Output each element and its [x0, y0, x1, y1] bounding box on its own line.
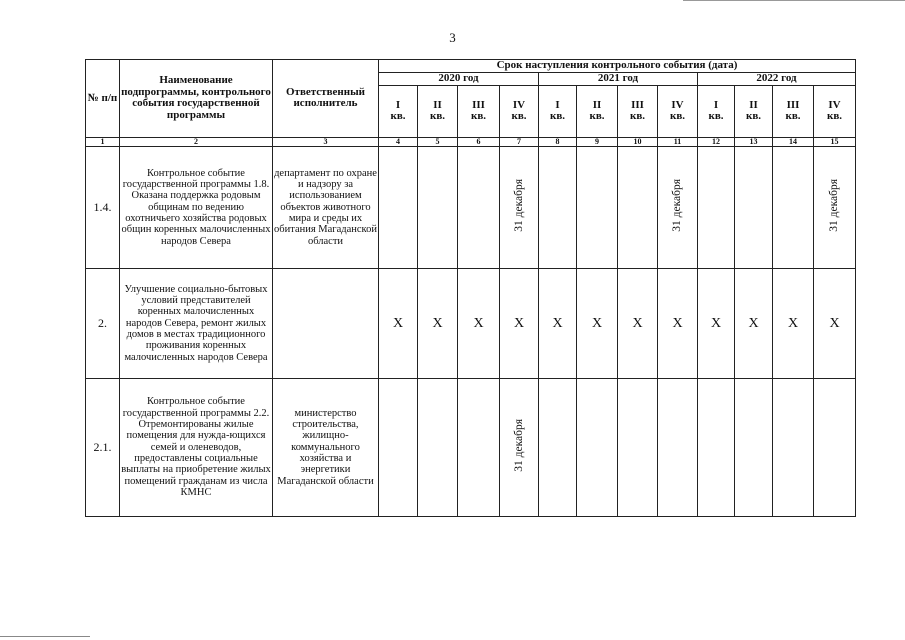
table-body — [86, 146, 856, 516]
event-name: Контрольное событие государственной программы 1.8. Оказана поддержка родовым общинам по ведению охотничьего хозяйства родовых общин коренных малочисленных народов Севера — [120, 146, 273, 268]
column-number: 13 — [735, 137, 773, 146]
table-row — [86, 146, 856, 268]
header-num: № п/п — [86, 60, 120, 138]
not-applicable-mark: Х — [539, 268, 577, 378]
column-number: 1 — [86, 137, 120, 146]
header-quarter: IV кв. — [814, 85, 856, 137]
not-applicable-mark: Х — [658, 268, 698, 378]
table-row — [86, 378, 856, 516]
column-number: 11 — [658, 137, 698, 146]
column-number: 15 — [814, 137, 856, 146]
quarter-cell — [379, 378, 418, 516]
page-number: 3 — [449, 30, 456, 45]
not-applicable-mark: Х — [577, 268, 618, 378]
control-events-table — [85, 59, 856, 517]
header-quarter: III кв. — [618, 85, 658, 137]
header-quarter: I кв. — [539, 85, 577, 137]
quarter-cell — [735, 146, 773, 268]
deadline-date: 31 декабря — [512, 179, 525, 233]
quarter-cell — [698, 378, 735, 516]
column-number: 2 — [120, 137, 273, 146]
header-quarter: IV кв. — [500, 85, 539, 137]
header-year-2020: 2020 год — [379, 72, 539, 85]
header-year-2021: 2021 год — [539, 72, 698, 85]
quarter-cell — [814, 146, 856, 268]
scan-edge-line — [0, 636, 90, 637]
quarter-cell — [618, 378, 658, 516]
quarter-cell — [539, 146, 577, 268]
not-applicable-mark: Х — [458, 268, 500, 378]
column-number: 3 — [273, 137, 379, 146]
header-quarter: II кв. — [577, 85, 618, 137]
quarter-cell — [577, 378, 618, 516]
deadline-date: 31 декабря — [512, 419, 525, 473]
event-name: Контрольное событие государственной программы 2.2. Отремонтированы жилые помещения для нужда-ющихся семей и оленеводов, предоставлены социальные выплаты на приобретение жилых помещений гражданам из числа КМНС — [120, 378, 273, 516]
row-number: 2. — [86, 268, 120, 378]
responsible-executor — [273, 268, 379, 378]
quarter-cell — [735, 378, 773, 516]
not-applicable-mark: Х — [735, 268, 773, 378]
column-number: 4 — [379, 137, 418, 146]
event-name: Улучшение социально-бытовых условий представителей коренных малочисленных народов Севера, ремонт жилых домов в местах традиционного проживания коренных малочисленных народов Севера — [120, 268, 273, 378]
quarter-cell — [773, 378, 814, 516]
header-executor: Ответственный исполнитель — [273, 60, 379, 138]
not-applicable-mark: Х — [379, 268, 418, 378]
not-applicable-mark: Х — [698, 268, 735, 378]
quarter-cell — [500, 378, 539, 516]
quarter-cell — [814, 378, 856, 516]
header-quarter: III кв. — [458, 85, 500, 137]
column-number: 10 — [618, 137, 658, 146]
column-number: 14 — [773, 137, 814, 146]
quarter-cell — [458, 146, 500, 268]
header-period: Срок наступления контрольного события (дата) — [379, 60, 856, 73]
quarter-cell — [577, 146, 618, 268]
column-number: 5 — [418, 137, 458, 146]
responsible-executor: министерство строительства, жилищно-коммунального хозяйства и энергетики Магаданской области — [273, 378, 379, 516]
quarter-cell — [658, 146, 698, 268]
header-quarter: I кв. — [379, 85, 418, 137]
header-quarter: IV кв. — [658, 85, 698, 137]
header-quarter: III кв. — [773, 85, 814, 137]
quarter-cell — [773, 146, 814, 268]
column-number: 7 — [500, 137, 539, 146]
header-quarter: II кв. — [735, 85, 773, 137]
not-applicable-mark: Х — [418, 268, 458, 378]
column-number: 6 — [458, 137, 500, 146]
row-number: 1.4. — [86, 146, 120, 268]
scan-edge-line — [683, 0, 905, 1]
quarter-cell — [379, 146, 418, 268]
not-applicable-mark: Х — [500, 268, 539, 378]
row-number: 2.1. — [86, 378, 120, 516]
quarter-cell — [418, 378, 458, 516]
quarter-cell — [539, 378, 577, 516]
column-number: 8 — [539, 137, 577, 146]
header-year-2022: 2022 год — [698, 72, 856, 85]
responsible-executor: департамент по охране и надзору за использованием объектов животного мира и среды их обитания Магаданской области — [273, 146, 379, 268]
quarter-cell — [618, 146, 658, 268]
quarter-cell — [418, 146, 458, 268]
not-applicable-mark: Х — [618, 268, 658, 378]
deadline-date: 31 декабря — [671, 179, 684, 233]
deadline-date: 31 декабря — [828, 179, 841, 233]
quarter-cell — [500, 146, 539, 268]
quarter-cell — [658, 378, 698, 516]
not-applicable-mark: Х — [773, 268, 814, 378]
header-quarter: I кв. — [698, 85, 735, 137]
column-number: 12 — [698, 137, 735, 146]
header-name: Наименование подпрограммы, контрольного события государственной программы — [120, 60, 273, 138]
header-quarter: II кв. — [418, 85, 458, 137]
table-row — [86, 268, 856, 378]
column-number: 9 — [577, 137, 618, 146]
quarter-cell — [458, 378, 500, 516]
not-applicable-mark: Х — [814, 268, 856, 378]
quarter-cell — [698, 146, 735, 268]
